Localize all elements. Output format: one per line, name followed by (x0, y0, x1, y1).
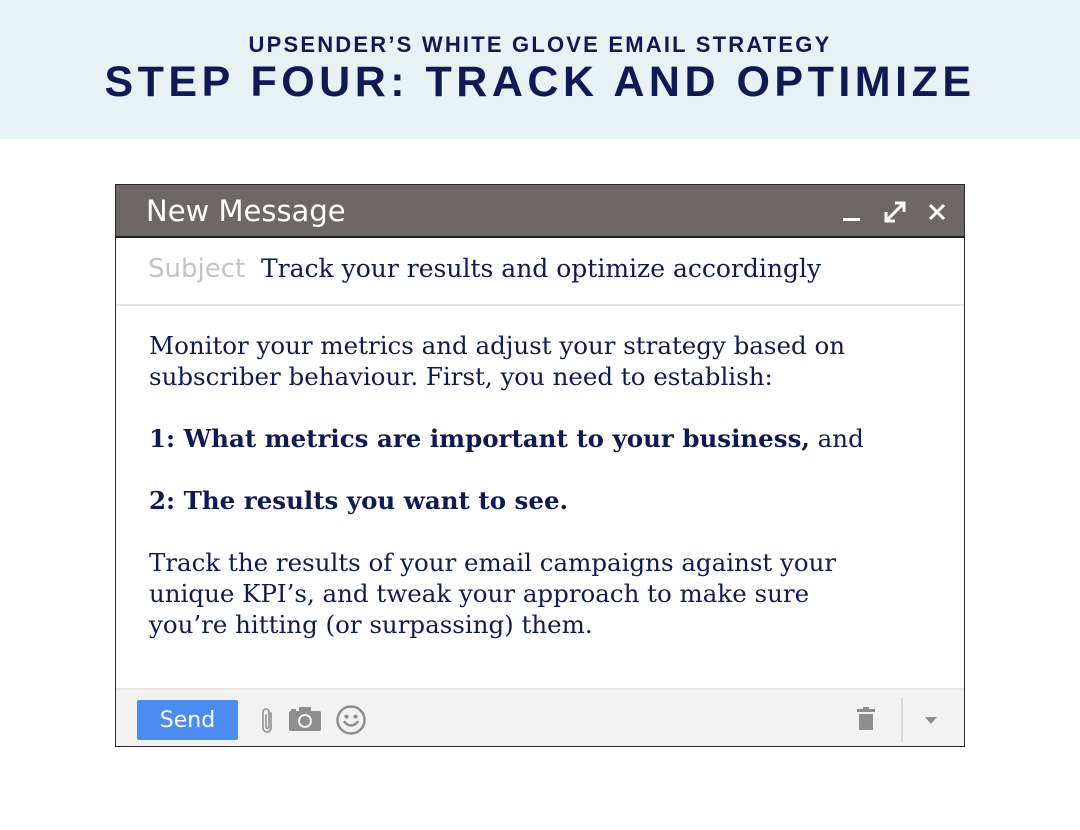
body-bold-text: 2: The results you want to see. (149, 486, 569, 515)
subject-field[interactable]: Track your results and optimize accordingly (261, 254, 822, 283)
body-line: you’re hitting (or surpassing) them. (149, 610, 593, 639)
insert-photo-button[interactable] (288, 706, 322, 737)
subject-row (116, 240, 964, 306)
more-options-button[interactable] (924, 713, 938, 731)
close-button[interactable] (924, 199, 950, 225)
body-line: subscriber behaviour. First, you need to establish: (149, 362, 773, 391)
banner-headline: STEP FOUR: TRACK AND OPTIMIZE (104, 58, 976, 106)
minimize-button[interactable] (840, 199, 866, 225)
expand-button[interactable] (882, 199, 908, 225)
subject-label: Subject (148, 254, 246, 284)
body-bold-text: 1: What metrics are important to your business, (149, 424, 810, 453)
trash-icon (856, 706, 876, 732)
close-icon (924, 199, 950, 225)
more-options-icon (924, 716, 938, 726)
camera-icon (288, 706, 322, 732)
body-line: Track the results of your email campaigns against your (149, 548, 837, 577)
paperclip-icon (258, 705, 278, 737)
minimize-icon (840, 199, 866, 225)
body-line: Monitor your metrics and adjust your strategy based on (149, 331, 845, 360)
body-line: unique KPI’s, and tweak your approach to make sure (149, 579, 810, 608)
discard-button[interactable] (856, 706, 876, 737)
message-body[interactable] (149, 330, 939, 640)
insert-emoji-button[interactable] (335, 704, 367, 741)
expand-icon (882, 199, 908, 225)
compose-toolbar (116, 688, 964, 746)
attach-button[interactable] (258, 705, 278, 742)
body-list-item-2 (149, 485, 939, 516)
send-button[interactable]: Send (137, 700, 238, 740)
header-banner (0, 0, 1080, 139)
compose-titlebar[interactable] (116, 185, 964, 238)
emoji-icon (335, 704, 367, 736)
toolbar-divider (901, 698, 903, 742)
body-text: and (809, 424, 864, 453)
banner-kicker: UPSENDER’S WHITE GLOVE EMAIL STRATEGY (248, 32, 832, 57)
body-list-item-1 (149, 423, 939, 454)
compose-window (115, 184, 965, 747)
compose-title: New Message (146, 194, 346, 228)
